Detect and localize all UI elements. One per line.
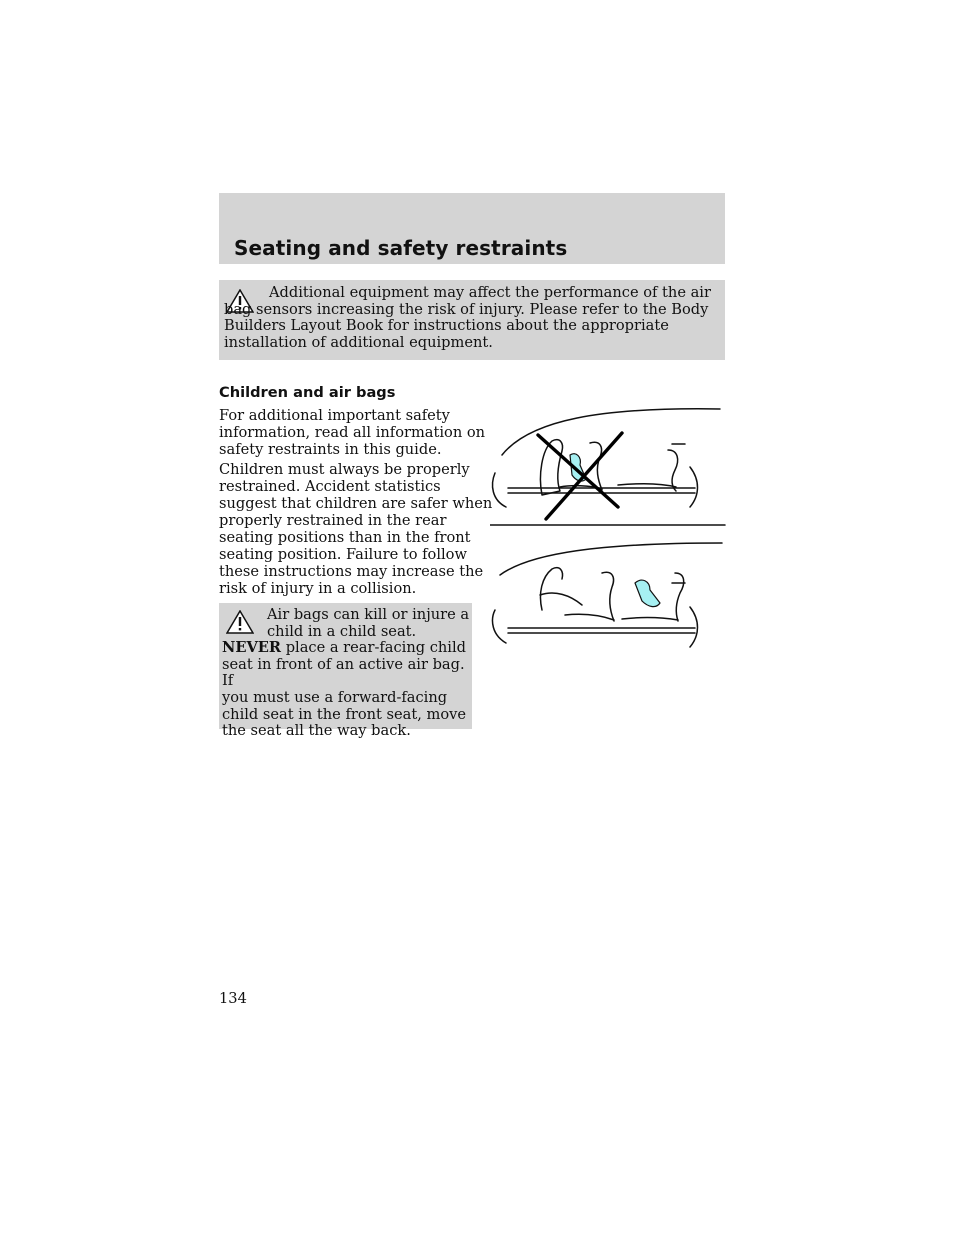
paragraph-children-restrained bbox=[219, 461, 492, 597]
text-line: suggest that children are safer when bbox=[219, 495, 493, 512]
warning-box-equipment bbox=[219, 280, 725, 360]
text-line: the seat all the way back. bbox=[222, 722, 411, 740]
text-line: these instructions may increase the bbox=[219, 563, 484, 580]
car-front-seat-wrong bbox=[490, 409, 725, 525]
text-line: seating positions than in the front bbox=[219, 529, 471, 546]
text-line: risk of injury in a collision. bbox=[219, 580, 417, 597]
cross-out-mark bbox=[538, 435, 618, 507]
car-rear-seat-correct bbox=[493, 543, 722, 647]
text-line: you must use a forward-facing bbox=[222, 688, 448, 706]
text-line: restrained. Accident statistics bbox=[219, 478, 441, 495]
child-seat-shape-rear bbox=[635, 580, 660, 606]
text-line: For additional important safety bbox=[219, 407, 450, 424]
section-heading: Children and air bags bbox=[219, 384, 396, 401]
page-title: Seating and safety restraints bbox=[234, 236, 568, 260]
warning-text-equipment: Additional equipment may affect the performance of the air bag sensors increasing the risk of injury. Please refer to the Body Builders Layout Book for instructions about the appropriate installation of additional equipment. bbox=[224, 284, 711, 351]
text-line: information, read all information on bbox=[219, 424, 486, 441]
child-seat-placement-illustration bbox=[490, 395, 730, 665]
text-fragment: place a rear-facing child bbox=[285, 639, 466, 657]
text-line: seat in front of an active air bag. If bbox=[222, 655, 465, 690]
warning-text-child-seat bbox=[222, 607, 472, 740]
text-line: child seat in the front seat, move bbox=[222, 705, 467, 723]
text-line: seating position. Failure to follow bbox=[219, 546, 467, 563]
text-line: child in a child seat. bbox=[267, 622, 417, 640]
never-emphasis: NEVER bbox=[222, 639, 282, 657]
warning-box-child-seat bbox=[219, 603, 472, 740]
text-line: safety restraints in this guide. bbox=[219, 441, 442, 458]
text-line: properly restrained in the rear bbox=[219, 512, 447, 529]
text-line bbox=[222, 640, 472, 657]
paragraph-safety-info bbox=[219, 407, 485, 458]
page-number: 134 bbox=[219, 990, 247, 1007]
text-line: Air bags can kill or injure a bbox=[267, 606, 470, 623]
text-line: Children must always be properly bbox=[219, 461, 470, 478]
